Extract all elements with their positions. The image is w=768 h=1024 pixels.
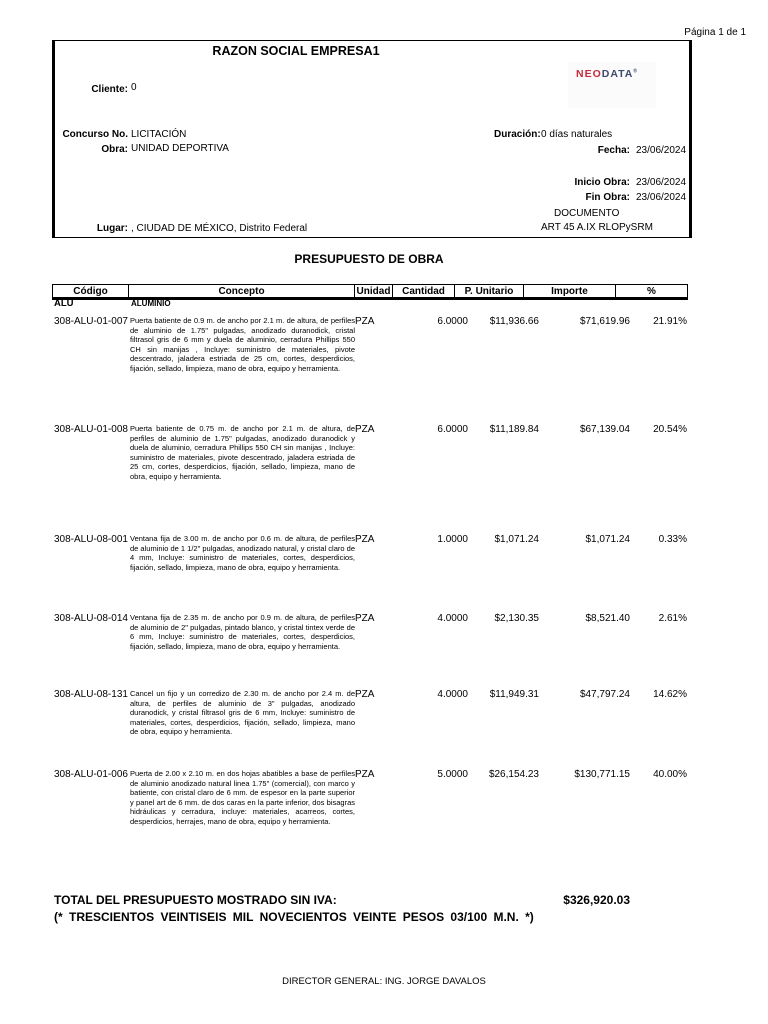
duracion-label: Duración:	[494, 129, 541, 140]
row-quantity: 6.0000	[437, 424, 468, 435]
row-description: Ventana fija de 3.00 m. de ancho por 0.6 m. de altura, de perfiles de aluminio de 1 1/2" pulgadas, anodizado natural, y cristal claro de 4 mm, Incluye: suministro de materiales, cortes, desperdicios, fijación, sellado, limpieza, mano de obra, equipo y herramienta.	[130, 534, 355, 572]
cliente-value: 0	[131, 82, 137, 93]
row-amount: $67,139.04	[579, 424, 630, 435]
row-code: 308-ALU-08-131	[54, 689, 128, 700]
row-percent: 21.91%	[653, 316, 687, 327]
lugar-value: , CIUDAD DE MÉXICO, Distrito Federal	[131, 223, 308, 234]
row-amount: $130,771.15	[574, 769, 630, 780]
row-description: Cancel un fijo y un corredizo de 2.30 m. de ancho por 2.4 m. de altura, de perfiles de aluminio de 3" pulgadas, anodizado duranodick, y cristal filtrasol gris de 6 mm, Incluye: suministro de materiales, cortes, desperdicios, fijación, sellado, limpieza, mano de obra, equipo y herramienta.	[130, 689, 355, 737]
documento-line1: DOCUMENTO	[554, 208, 620, 219]
row-unit: PZA	[355, 769, 375, 780]
documento-line2: ART 45 A.IX RLOPySRM	[541, 222, 653, 233]
concurso-label: Concurso No.	[62, 129, 128, 140]
row-unit-price: $26,154.23	[488, 769, 539, 780]
col-cantidad: Cantidad	[393, 285, 455, 299]
fin-obra-value: 23/06/2024	[636, 192, 687, 203]
row-unit-price: $11,949.31	[489, 689, 539, 700]
col-concepto: Concepto	[129, 285, 355, 299]
row-amount: $1,071.24	[585, 534, 630, 545]
row-description: Ventana fija de 2.35 m. de ancho por 0.9 m. de altura, de perfiles de aluminio de 2" pulgadas, pintado blanco, y cristal tintex verde de 6 mm, Incluye: suministro de materiales, cortes, desperdicios, fijación, sellado, limpieza, mano de obra, equipo y herramienta.	[130, 613, 355, 651]
logo-red-text: NEO	[576, 68, 602, 80]
row-percent: 0.33%	[658, 534, 687, 545]
row-percent: 20.54%	[653, 424, 687, 435]
row-percent: 2.61%	[658, 613, 687, 624]
concurso-value: LICITACIÓN	[131, 129, 187, 140]
duracion-value: 0 días naturales	[541, 129, 613, 140]
row-code: 308-ALU-01-008	[54, 424, 128, 435]
col-unidad: Unidad	[355, 285, 393, 299]
row-amount: $8,521.40	[585, 613, 630, 624]
fin-obra-label: Fin Obra:	[585, 192, 630, 203]
row-quantity: 5.0000	[437, 769, 468, 780]
row-code: 308-ALU-08-001	[54, 534, 128, 545]
row-description: Puerta batiente de 0.75 m. de ancho por 2.1 m. de altura, de perfiles de aluminio de 1.75" pulgadas, anodizado duranodick y duela de aluminio, cerradura Phillips 550 CH sin manijas , Incluye: suministro de materiales, pivote descentrado, jaladera estriada de 25 cm, cortes, desperdicios, fijación, sellado, limpieza, mano de obra, equipo y herramienta.	[130, 424, 355, 481]
table-header	[52, 284, 688, 300]
group-name: ALUMINIO	[131, 299, 171, 308]
cliente-label: Cliente:	[91, 84, 128, 95]
row-unit-price: $11,936.66	[489, 316, 539, 327]
col-codigo: Código	[53, 285, 129, 299]
row-amount: $71,619.96	[579, 316, 630, 327]
row-code: 308-ALU-01-006	[54, 769, 128, 780]
row-quantity: 4.0000	[437, 613, 468, 624]
inicio-obra-label: Inicio Obra:	[574, 177, 630, 188]
logo-registered-mark: ®	[633, 68, 639, 75]
neodata-logo	[576, 68, 638, 80]
obra-label: Obra:	[101, 144, 128, 155]
row-quantity: 4.0000	[437, 689, 468, 700]
row-unit-price: $11,189.84	[489, 424, 539, 435]
fecha-label: Fecha:	[597, 145, 630, 156]
row-unit: PZA	[355, 534, 375, 545]
row-unit: PZA	[355, 613, 375, 624]
col-importe: Importe	[524, 285, 616, 299]
row-quantity: 1.0000	[437, 534, 468, 545]
row-unit: PZA	[355, 689, 375, 700]
row-code: 308-ALU-01-007	[54, 316, 128, 327]
lugar-label: Lugar:	[96, 223, 128, 234]
section-title: PRESUPUESTO DE OBRA	[294, 252, 444, 266]
footer-signature: DIRECTOR GENERAL: ING. JORGE DAVALOS	[282, 976, 486, 987]
row-unit-price: $1,071.24	[494, 534, 539, 545]
row-unit: PZA	[355, 424, 375, 435]
row-percent: 14.62%	[653, 689, 687, 700]
fecha-value: 23/06/2024	[636, 145, 687, 156]
obra-value: UNIDAD DEPORTIVA	[131, 143, 229, 154]
total-in-words: (* TRESCIENTOS VEINTISEIS MIL NOVECIENTOS VEINTE PESOS 03/100 M.N. *)	[54, 910, 534, 924]
logo-blue-text: DATA	[601, 68, 634, 80]
row-description: Puerta de 2.00 x 2.10 m. en dos hojas abatibles a base de perfiles de aluminio anodizado natural linea 1.75" (comercial), con marco y batiente, con cristal claro de 6 mm. de espesor en la parte superior y panel art de 6 mm. de dos caras en la parte inferior, dos bisagras hidráulicas y cerradura, incluye: materiales, acarreos, cortes, desperdicios, herrajes, mano de obra, equipo y herramienta.	[130, 769, 355, 826]
row-quantity: 6.0000	[437, 316, 468, 327]
inicio-obra-value: 23/06/2024	[636, 177, 687, 188]
page-number: Página 1 de 1	[684, 27, 746, 38]
row-unit-price: $2,130.35	[494, 613, 539, 624]
total-label: TOTAL DEL PRESUPUESTO MOSTRADO SIN IVA:	[54, 893, 337, 907]
col-porcentaje: %	[616, 285, 688, 299]
row-code: 308-ALU-08-014	[54, 613, 128, 624]
row-amount: $47,797.24	[579, 689, 630, 700]
row-unit: PZA	[355, 316, 375, 327]
col-punitario: P. Unitario	[455, 285, 524, 299]
row-description: Puerta batiente de 0.9 m. de ancho por 2.1 m. de altura, de perfiles de aluminio de 1.75" pulgadas, anodizado duranodick, cristal filtrasol gris de 6 mm y duela de aluminio, cerradura Phillips 550 CH sin manijas , Incluye: suministro de materiales, pivote descentrado, jaladera estriada de 25 cm, cortes, desperdicios, fijación, sellado, limpieza, mano de obra, equipo y herramienta.	[130, 316, 355, 373]
row-percent: 40.00%	[653, 769, 687, 780]
group-code: ALU	[54, 298, 74, 309]
total-value: $326,920.03	[563, 893, 630, 907]
company-name: RAZON SOCIAL EMPRESA1	[212, 44, 380, 58]
